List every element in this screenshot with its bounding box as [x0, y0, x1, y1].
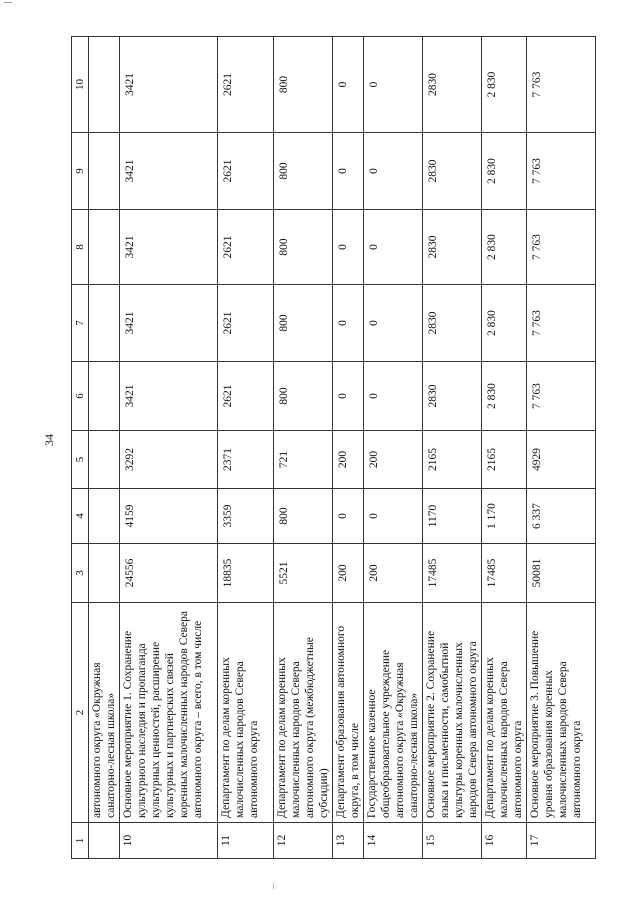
value-cell: 0	[364, 362, 423, 431]
value-cell: 2621	[218, 285, 274, 362]
row-number-cell	[89, 823, 120, 859]
row-name-cell: Департамент по делам коренных малочисленных народов Севера автономного округа	[218, 603, 274, 823]
value-cell: 2371	[218, 431, 274, 489]
value-cell: 2830	[423, 133, 482, 210]
value-cell	[89, 133, 120, 210]
row-name-cell: Основное мероприятие 2. Сохранение языка и письменности, самобытной культуры коренных малочисленных народов Севера автономного округа	[423, 603, 482, 823]
value-cell	[89, 285, 120, 362]
value-cell: 800	[274, 362, 333, 431]
header-cell: 4	[72, 489, 89, 544]
scan-artifact	[273, 883, 274, 889]
value-cell: 2621	[218, 133, 274, 210]
header-row	[72, 37, 89, 859]
table-row	[218, 37, 274, 859]
row-name-cell: Департамент по делам коренных малочисленных народов Севера автономного округа (межбюджетные субсидии)	[274, 603, 333, 823]
header-cell: 7	[72, 285, 89, 362]
value-cell: 3421	[120, 362, 218, 431]
value-cell	[89, 362, 120, 431]
header-cell: 8	[72, 210, 89, 285]
header-cell: 10	[72, 37, 89, 133]
value-cell: 7 763	[527, 210, 596, 285]
value-cell: 3421	[120, 210, 218, 285]
header-cell: 9	[72, 133, 89, 210]
value-cell: 0	[364, 489, 423, 544]
value-cell	[89, 431, 120, 489]
value-cell: 2830	[423, 362, 482, 431]
value-cell: 0	[333, 362, 364, 431]
value-cell: 2 830	[482, 133, 527, 210]
value-cell: 2 830	[482, 37, 527, 133]
table-row	[527, 37, 596, 859]
row-number-cell: 17	[527, 823, 596, 859]
value-cell: 200	[364, 544, 423, 603]
value-cell: 2830	[423, 210, 482, 285]
value-cell: 0	[364, 133, 423, 210]
value-cell: 2621	[218, 210, 274, 285]
value-cell: 2621	[218, 37, 274, 133]
value-cell	[89, 210, 120, 285]
row-number-cell: 11	[218, 823, 274, 859]
value-cell: 1 170	[482, 489, 527, 544]
value-cell: 2165	[423, 431, 482, 489]
row-number-cell: 16	[482, 823, 527, 859]
value-cell: 7 763	[527, 362, 596, 431]
value-cell: 4929	[527, 431, 596, 489]
value-cell: 2 830	[482, 285, 527, 362]
value-cell	[89, 544, 120, 603]
value-cell: 17485	[423, 544, 482, 603]
table-row	[482, 37, 527, 859]
scan-artifact	[4, 2, 12, 3]
value-cell: 0	[333, 285, 364, 362]
value-cell: 2 830	[482, 362, 527, 431]
table-body	[89, 37, 596, 859]
value-cell: 0	[333, 133, 364, 210]
table-row	[120, 37, 218, 859]
value-cell: 7 763	[527, 133, 596, 210]
budget-table	[71, 36, 596, 859]
value-cell: 3421	[120, 37, 218, 133]
value-cell: 0	[333, 210, 364, 285]
header-cell: 6	[72, 362, 89, 431]
value-cell: 200	[333, 544, 364, 603]
value-cell: 2 830	[482, 210, 527, 285]
rotated-table-container	[71, 37, 583, 859]
header-cell: 2	[72, 603, 89, 823]
row-name-cell: Основное мероприятие 3. Повышение уровня образования коренных малочисленных народов Севера автономного округа	[527, 603, 596, 823]
page-number: 34	[42, 434, 56, 446]
value-cell: 4159	[120, 489, 218, 544]
value-cell: 24556	[120, 544, 218, 603]
table-row	[364, 37, 423, 859]
row-number-cell: 10	[120, 823, 218, 859]
value-cell: 0	[364, 210, 423, 285]
table-row	[89, 37, 120, 859]
value-cell: 5521	[274, 544, 333, 603]
value-cell: 0	[364, 37, 423, 133]
value-cell: 721	[274, 431, 333, 489]
value-cell: 17485	[482, 544, 527, 603]
value-cell: 18835	[218, 544, 274, 603]
table-row	[274, 37, 333, 859]
row-number-cell: 12	[274, 823, 333, 859]
header-cell: 5	[72, 431, 89, 489]
row-name-cell: Департамент по делам коренных малочисленных народов Севера автономного округа	[482, 603, 527, 823]
value-cell	[89, 37, 120, 133]
value-cell: 0	[333, 489, 364, 544]
table-row	[423, 37, 482, 859]
value-cell: 800	[274, 210, 333, 285]
value-cell: 7 763	[527, 37, 596, 133]
value-cell: 800	[274, 489, 333, 544]
row-number-cell: 15	[423, 823, 482, 859]
row-number-cell: 14	[364, 823, 423, 859]
value-cell	[89, 489, 120, 544]
value-cell: 50081	[527, 544, 596, 603]
value-cell: 6 337	[527, 489, 596, 544]
value-cell: 200	[364, 431, 423, 489]
table-header	[72, 37, 89, 859]
value-cell: 200	[333, 431, 364, 489]
header-cell: 1	[72, 823, 89, 859]
value-cell: 3359	[218, 489, 274, 544]
value-cell: 800	[274, 37, 333, 133]
value-cell: 0	[364, 285, 423, 362]
header-cell: 3	[72, 544, 89, 603]
table-row	[333, 37, 364, 859]
value-cell: 3421	[120, 133, 218, 210]
value-cell: 2830	[423, 285, 482, 362]
value-cell: 2165	[482, 431, 527, 489]
value-cell: 800	[274, 133, 333, 210]
value-cell: 2830	[423, 37, 482, 133]
value-cell: 3292	[120, 431, 218, 489]
row-name-cell: автономного округа «Окружная санаторно-лесная школа»	[89, 603, 120, 823]
value-cell: 1170	[423, 489, 482, 544]
row-name-cell: Основное мероприятие 1. Сохранение культурного наследия и пропаганда культурных ценностей, расширение культурных и партнерских связей коренных малочисленных народов Севера автономного округа – всего, в том числе	[120, 603, 218, 823]
value-cell: 3421	[120, 285, 218, 362]
value-cell: 2621	[218, 362, 274, 431]
value-cell: 800	[274, 285, 333, 362]
row-number-cell: 13	[333, 823, 364, 859]
value-cell: 7 763	[527, 285, 596, 362]
row-name-cell: Департамент образования автономного округа, в том числе	[333, 603, 364, 823]
row-name-cell: Государственное казенное общеобразовательное учреждение автономного округа «Окружная санаторно-лесная школа»	[364, 603, 423, 823]
value-cell: 0	[333, 37, 364, 133]
